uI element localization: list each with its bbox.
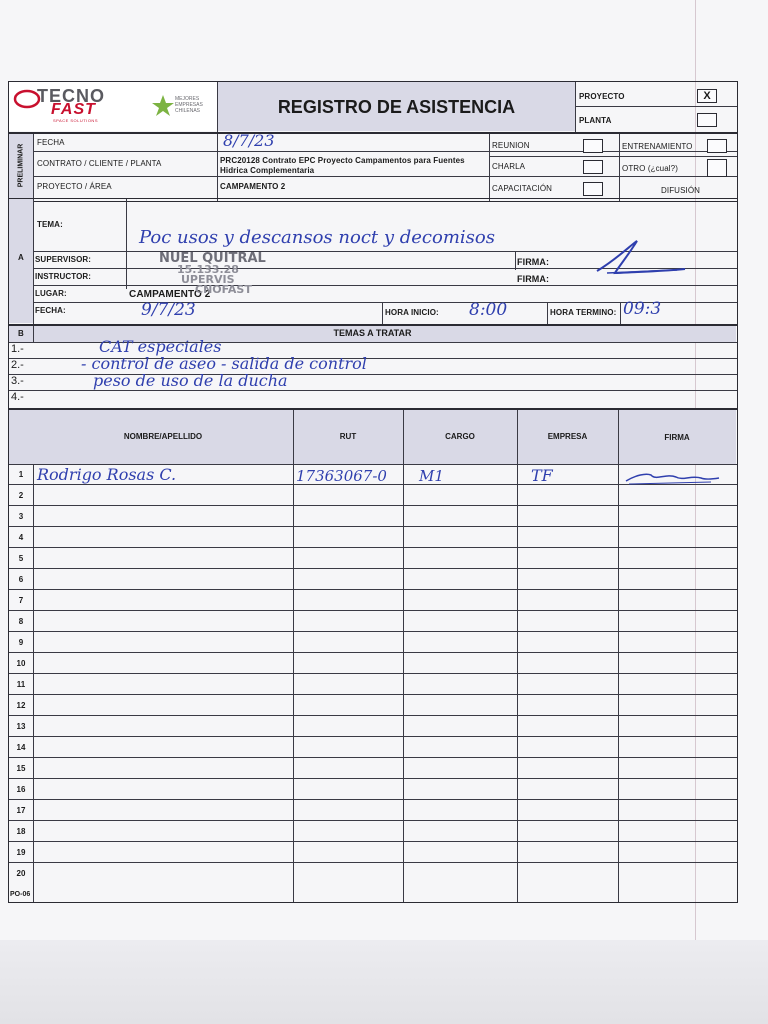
col-nombre: NOMBRE/APELLIDO [123,432,203,441]
row-1-name[interactable]: Rodrigo Rosas C. [37,465,177,484]
row-number: 8 [18,617,24,626]
table-row [9,527,737,548]
table-row [9,758,737,779]
section-a-letter: A [18,253,24,262]
hora-inicio-label: HORA INICIO: [385,308,439,317]
award-text: MEJORES EMPRESAS CHILENAS [175,96,203,114]
row-number: 3 [18,512,24,521]
section-a-side [9,199,33,323]
contrato-value-1: PRC20128 Contrato EPC Proyecto Campamentos para Fuentes [220,156,465,165]
row-1-empresa[interactable]: TF [531,466,553,485]
row-number: 9 [18,638,24,647]
row-number: 6 [18,575,24,584]
section-b-title: TEMAS A TRATAR [333,328,412,338]
col-empresa: EMPRESA [547,432,588,441]
topic-3-text[interactable]: peso de uso de la ducha [93,371,288,390]
topic-2-text[interactable]: - control de aseo - salida de control [81,354,367,373]
row-number: 19 [16,848,26,857]
preliminar-side [9,134,33,200]
section-a-box [8,198,738,325]
table-row [9,737,737,758]
col-firma: FIRMA [664,433,690,442]
otro-checkbox[interactable] [707,159,727,177]
row-number: 7 [18,596,24,605]
attendance-rows [9,464,737,902]
table-row [9,506,737,527]
col-cargo: CARGO [445,432,475,441]
supervisor-label: SUPERVISOR: [35,255,92,264]
fecha-value[interactable]: 8/7/23 [223,131,275,150]
row-number: 11 [16,680,26,689]
logo-line2: FAST [51,101,96,118]
table-row [9,632,737,653]
row-number: 15 [16,764,26,773]
row-number: 14 [16,743,26,752]
table-row [9,590,737,611]
charla-checkbox[interactable] [583,160,603,174]
table-row [9,821,737,842]
capacitacion-label: CAPACITACIÓN [492,184,553,193]
proyecto-mark: X [703,90,711,102]
tema-label: TEMA: [37,220,63,229]
difusion-label: DIFUSIÓN [661,186,701,195]
row-1-cargo[interactable]: M1 [419,467,444,485]
row-number: 17 [16,806,26,815]
topic-4-num: 4.- [11,391,24,403]
hora-termino-label: HORA TERMINO: [550,308,617,317]
row-number: 2 [18,491,24,500]
section-b-box [8,325,738,409]
logo-tagline: SPACE SOLUTIONS [53,118,98,123]
row-number: 5 [18,554,24,563]
supervisor-signature-icon [577,239,687,279]
attendance-table [8,409,738,903]
row-number: 12 [16,701,26,710]
table-row [9,695,737,716]
hora-termino-value[interactable]: 09:3 [623,299,662,319]
topic-2-num: 2.- [11,359,24,371]
header-box [8,81,738,133]
stamp-line-2: 15.133.28 [177,263,239,276]
row-number: 13 [16,722,26,731]
logo-area [9,82,217,131]
row-number: 18 [16,827,26,836]
award-star-icon [151,94,175,118]
preliminar-box [8,133,738,202]
reunion-label: REUNION [492,141,530,150]
row-number: 4 [18,533,24,542]
table-row [9,611,737,632]
proyecto-area-value: CAMPAMENTO 2 [220,182,286,191]
otro-label: OTRO (¿cual?) [622,164,678,173]
fecha-a-value[interactable]: 9/7/23 [141,300,196,320]
row-number: 1 [18,470,24,479]
fecha-a-label: FECHA: [35,306,66,315]
proyecto-checkbox[interactable] [697,89,717,103]
instructor-label: INSTRUCTOR: [35,272,92,281]
col-rut: RUT [339,432,357,441]
row-1-rut[interactable]: 17363067-0 [296,467,387,485]
fecha-label: FECHA [37,138,65,147]
topic-1-num: 1.- [11,343,24,355]
entrenamiento-label: ENTRENAMIENTO [622,142,693,151]
entrenamiento-checkbox[interactable] [707,139,727,153]
charla-label: CHARLA [492,162,526,171]
scan-margin [0,940,768,1024]
contrato-value-2: Hidrica Complementaria [220,166,315,175]
lugar-label: LUGAR: [35,289,67,298]
planta-label: PLANTA [579,116,612,125]
table-row [9,653,737,674]
capacitacion-checkbox[interactable] [583,182,603,196]
table-row [9,800,737,821]
topic-3-num: 3.- [11,375,24,387]
reunion-checkbox[interactable] [583,139,603,153]
lugar-value: CAMPAMENTO 2 [129,289,211,300]
planta-checkbox[interactable] [697,113,717,127]
form-title: REGISTRO DE ASISTENCIA [277,97,516,117]
hora-inicio-value[interactable]: 8:00 [469,300,508,320]
firma-2-label: FIRMA: [517,274,550,284]
table-row [9,716,737,737]
proyecto-area-label: PROYECTO / ÁREA [37,182,112,191]
row-number: 20 [16,869,26,878]
firma-1-label: FIRMA: [517,257,550,267]
stamp-line-3: UPERVIS [181,273,235,286]
table-row [9,569,737,590]
stamp-line-4: CNOFAST [195,283,252,296]
logo-line1: TECNO [37,86,105,106]
table-row [9,674,737,695]
stamp-line-1: NUEL QUITRAL [159,251,266,266]
title-cell [218,82,575,131]
tema-value[interactable]: Poc usos y descansos noct y decomisos [139,227,495,248]
table-row [9,779,737,800]
row-number: 16 [16,785,26,794]
row-1-signature-icon[interactable] [621,469,721,489]
table-row [9,863,737,884]
section-b-letter: B [18,329,24,338]
form-code: PO-06 [10,891,31,898]
contrato-label: CONTRATO / CLIENTE / PLANTA [37,159,162,168]
table-row [9,842,737,863]
topic-1-text[interactable]: CAT especiales [99,337,222,356]
proyecto-label: PROYECTO [579,92,625,101]
table-row [9,548,737,569]
preliminar-label: PRELIMINAR [17,143,25,188]
row-number: 10 [16,659,26,668]
